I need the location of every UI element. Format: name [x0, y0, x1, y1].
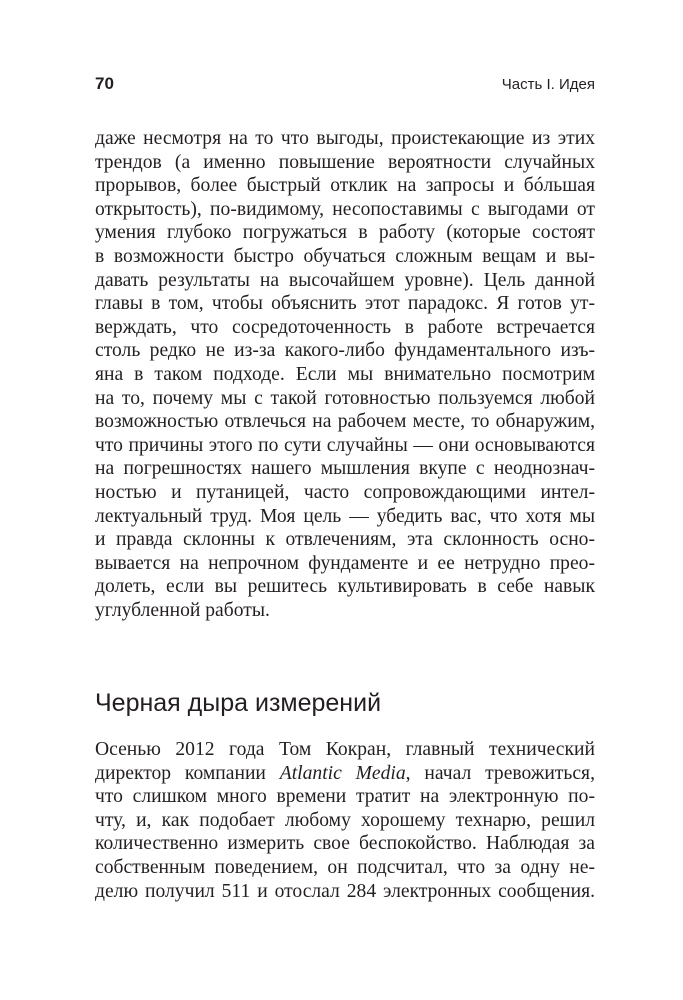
paragraph-line: что причины этого по сути случайны — они основываются	[95, 434, 595, 456]
paragraph-line: даже несмотря на то что выгоды, проистекающие из этих	[95, 128, 595, 149]
paragraph-line: трендов (а именно повышение вероятности случайных	[95, 151, 595, 173]
section-heading: Черная дыра измерений	[95, 689, 382, 717]
paragraph-line: в возможности быстро обучаться сложным вещам и вы-	[95, 245, 595, 267]
paragraph-line: собственным поведением, он подсчитал, что за одну не-	[95, 856, 595, 878]
paragraph-line: Осенью 2012 года Том Кокран, главный технический	[95, 739, 595, 760]
paragraph-line: умения глубоко погружаться в работу (которые состоят	[95, 222, 595, 244]
paragraph-line: давать результаты на высочайшем уровне). Цель данной	[95, 269, 595, 291]
paragraph-line: лектуальный труд. Моя цель — убедить вас, что хотя мы	[95, 505, 595, 527]
paragraph-line: чту, и, как подобает любому хорошему технарю, решил	[95, 809, 595, 831]
company-name: Atlantic Media	[279, 762, 406, 784]
paragraph-line: что слишком много времени тратит на электронную по-	[95, 786, 595, 808]
paragraph-line: возможностью отвлечься на рабочем месте, то обнаружим,	[95, 411, 595, 433]
paragraph-line: и правда склонны к отвлечениям, эта склонность осно-	[95, 529, 595, 551]
line-text: , начал тревожиться,	[405, 762, 595, 784]
paragraph-line: верждать, что сосредоточенность в работе встречается	[95, 316, 595, 338]
page-number: 70	[95, 74, 114, 93]
paragraph-line: главы в том, чтобы объяснить этот парадокс. Я готов ут-	[95, 293, 595, 315]
paragraph-line: на погрешностях нашего мышления вкупе с неоднознач-	[95, 458, 595, 480]
paragraph-line: на то, почему мы с такой готовностью пользуемся любой	[95, 387, 595, 409]
paragraph-line: количественно измерить свое беспокойство. Наблюдая за	[95, 833, 595, 855]
paragraph-line	[95, 762, 595, 786]
paragraph-line: открытость), по-видимому, несопоставимы с выгодами от	[95, 198, 595, 220]
paragraph-line: столь редко не из-за какого-либо фундаментального изъ-	[95, 340, 595, 362]
paragraph-line: долеть, если вы решитесь культивировать в себе навык	[95, 576, 595, 598]
running-head	[95, 74, 595, 94]
line-text: директор компании	[95, 762, 280, 784]
paragraph-line: яна в таком подходе. Если мы внимательно посмотрим	[95, 363, 595, 385]
paragraph-line: вывается на непрочном фундаменте и ее нетрудно прео-	[95, 552, 595, 574]
paragraph-1	[95, 127, 595, 622]
paragraph-line: ностью и путаницей, часто сопровождающими интел-	[95, 481, 595, 503]
paragraph-line: делю получил 511 и отослал 284 электронных сообщения.	[95, 880, 595, 902]
paragraph-line: углубленной работы.	[95, 599, 270, 621]
running-section-title: Часть I. Идея	[501, 76, 595, 93]
paragraph-line: прорывов, более быстрый отклик на запросы и бóльшая	[95, 175, 595, 197]
paragraph-2	[95, 738, 595, 903]
